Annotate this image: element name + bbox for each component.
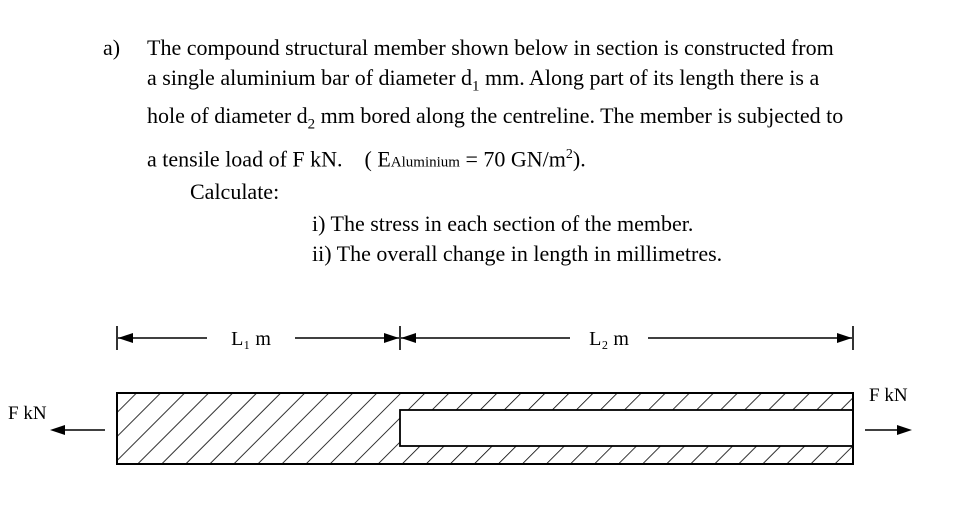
left-force-arrowhead — [50, 425, 65, 435]
question-line-3-a: hole of diameter d — [147, 103, 308, 129]
question-line-1-text: The compound structural member shown below in section is constructed from — [147, 35, 834, 60]
l1-label: L₁ m — [231, 328, 271, 350]
modulus-value: = 70 GN/m — [459, 146, 566, 172]
question-line-2-a: a single aluminium bar of diameter d — [147, 64, 473, 90]
right-force-arrowhead — [897, 425, 912, 435]
bored-hole — [400, 410, 853, 446]
left-force-label: F kN — [8, 403, 47, 424]
compound-bar — [117, 393, 853, 464]
l2-label: L₂ m — [589, 328, 629, 350]
question-line-4-a: a tensile load of F kN. — [147, 146, 343, 172]
dim-arrow-l1-end — [384, 333, 399, 343]
right-force-label: F kN — [869, 385, 908, 406]
modulus-open: ( E — [364, 146, 391, 172]
question-line-2-b: mm. Along part of its length there is a — [479, 64, 820, 90]
task-item-1: i) The stress in each section of the member. — [312, 211, 694, 236]
calculate-label: Calculate: — [190, 179, 280, 204]
dimension-line — [117, 326, 853, 350]
task-item-2: ii) The overall change in length in millimetres. — [312, 241, 723, 266]
d1-subscript: 1 — [472, 77, 480, 94]
modulus-close: ). — [572, 146, 586, 172]
question-line-3-b: mm bored along the centreline. The member is subjected to — [315, 103, 844, 129]
d2-subscript: 2 — [307, 116, 316, 133]
dim-arrow-l1-start — [118, 333, 133, 343]
question-marker: a) — [103, 35, 121, 60]
modulus-superscript: 2 — [565, 147, 573, 163]
left-force — [8, 403, 105, 435]
aluminium-subscript: Aluminium — [390, 154, 460, 171]
right-force — [865, 385, 912, 435]
dim-arrow-l2-start — [401, 333, 416, 343]
dim-arrow-l2-end — [837, 333, 852, 343]
